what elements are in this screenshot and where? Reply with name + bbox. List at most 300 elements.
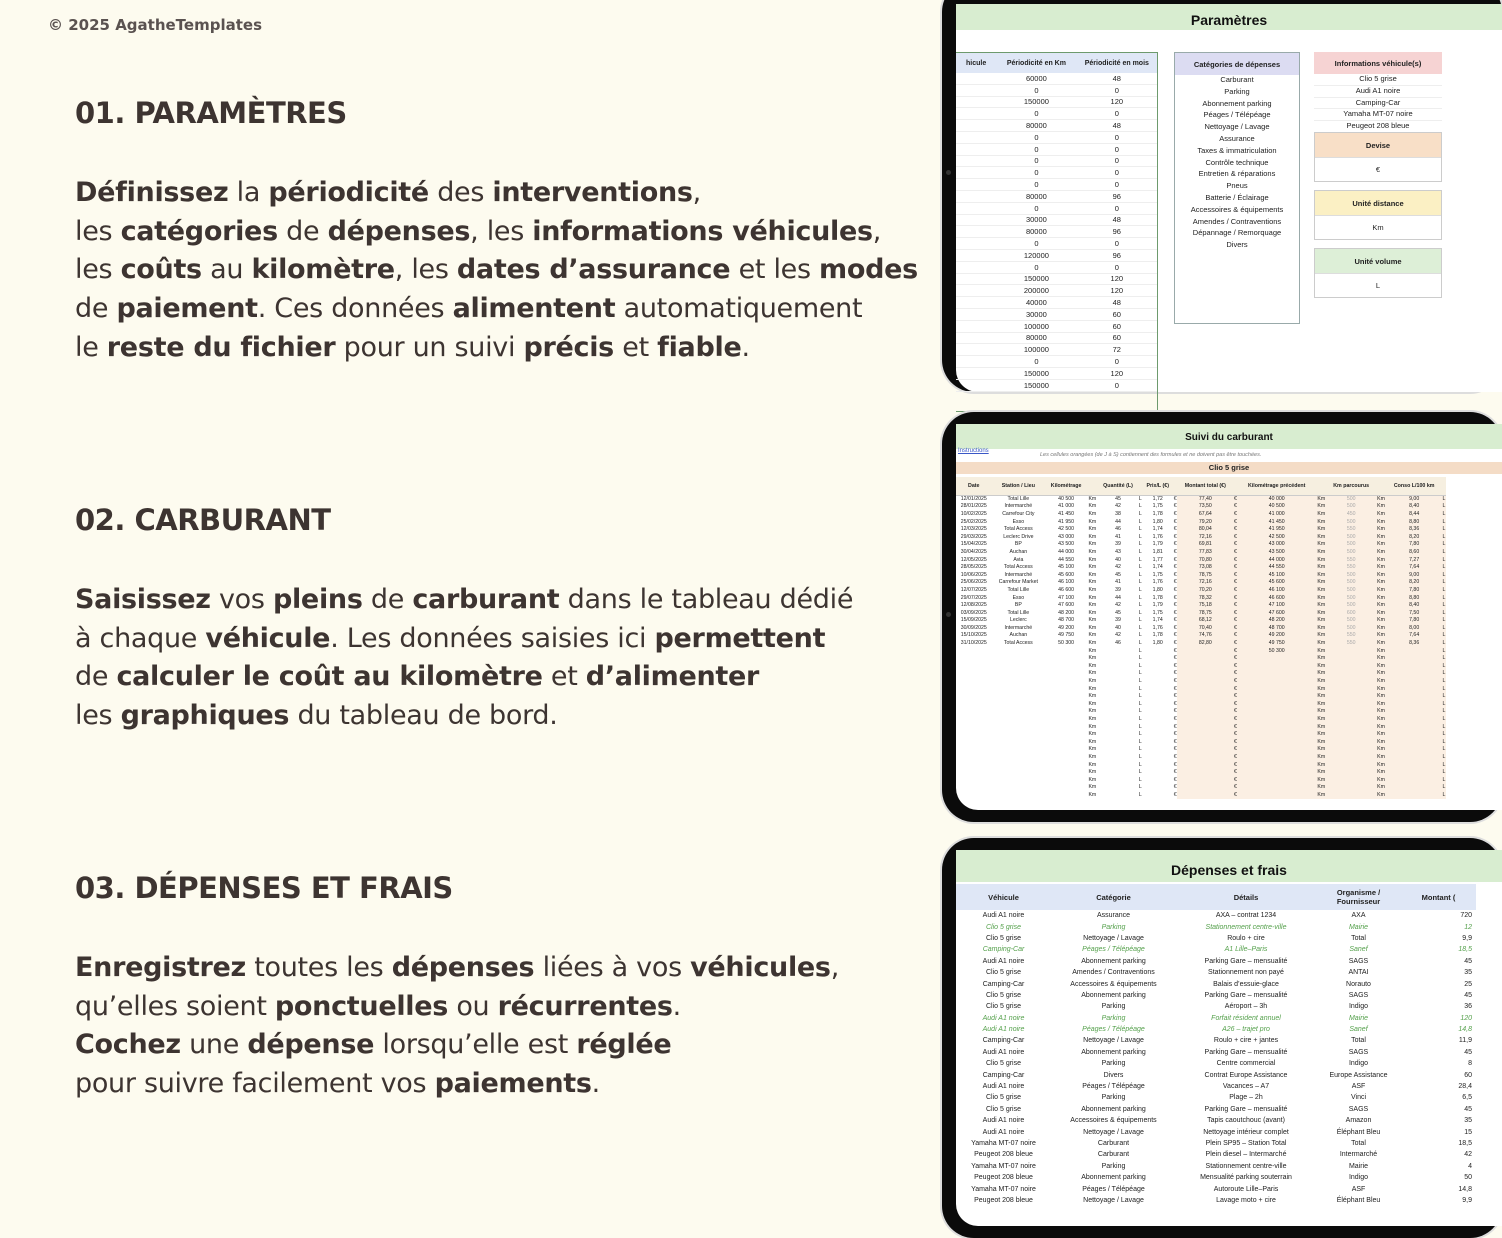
table-cell[interactable]: Km [1377, 579, 1385, 586]
devise-value[interactable]: € [1315, 157, 1441, 181]
category-cell[interactable]: Abonnement parking [1081, 991, 1146, 999]
table-cell[interactable]: € [1173, 700, 1177, 707]
table-cell[interactable] [1098, 784, 1139, 792]
table-cell[interactable] [1237, 677, 1316, 685]
table-cell[interactable]: Km [1377, 647, 1385, 654]
supplier-cell[interactable]: Total [1351, 934, 1366, 942]
table-cell[interactable]: € [1173, 647, 1177, 654]
table-cell[interactable]: L [1442, 761, 1446, 768]
table-cell[interactable]: 72,16 [1177, 533, 1233, 541]
km-cell[interactable]: 80000 [1025, 333, 1047, 343]
table-cell[interactable]: Km [1377, 594, 1385, 601]
details-cell[interactable]: Stationnement centre-ville [1205, 1162, 1287, 1170]
table-cell[interactable]: Km [1377, 526, 1385, 533]
table-cell[interactable]: 1,80 [1152, 518, 1163, 525]
table-cell[interactable]: 49 200 [1058, 624, 1075, 631]
table-cell[interactable]: L [1138, 564, 1142, 571]
table-cell[interactable] [1327, 738, 1376, 746]
table-cell[interactable]: € [1234, 541, 1237, 548]
amount-cell[interactable]: 35 [1464, 969, 1472, 977]
table-cell[interactable]: Km [1088, 624, 1097, 631]
table-cell[interactable] [1177, 776, 1233, 784]
vehicle-cell[interactable]: Camping-Car [982, 980, 1025, 988]
supplier-cell[interactable]: Sanef [1349, 1026, 1368, 1034]
column-header[interactable]: Détails [1176, 884, 1316, 910]
amount-cell[interactable]: 25 [1464, 980, 1472, 988]
column-header[interactable] [1316, 477, 1327, 495]
table-cell[interactable]: € [1173, 503, 1177, 510]
table-cell[interactable]: Km [1317, 518, 1326, 525]
table-cell[interactable]: 7,27 [1386, 556, 1442, 564]
month-cell[interactable]: 0 [1114, 180, 1119, 190]
vehicle-cell[interactable]: Camping-Car [982, 1071, 1025, 1079]
table-cell[interactable] [1045, 647, 1087, 655]
table-cell[interactable]: 8,44 [1386, 510, 1442, 518]
table-cell[interactable]: 10/02/2025 [960, 510, 987, 517]
table-cell[interactable] [1098, 715, 1139, 723]
vehicle-cell[interactable]: Peugeot 208 bleue [974, 1174, 1033, 1182]
category-cell[interactable]: Carburant [1097, 1140, 1130, 1147]
table-cell[interactable]: Km [1317, 548, 1326, 555]
table-cell[interactable]: 7,80 [1386, 541, 1442, 549]
table-cell[interactable]: 75,18 [1177, 601, 1233, 609]
table-cell[interactable]: 1,75 [1152, 571, 1163, 578]
table-cell[interactable]: L [1138, 533, 1142, 540]
km-cell[interactable]: 150000 [1023, 97, 1049, 107]
table-cell[interactable]: € [1173, 579, 1177, 586]
table-cell[interactable]: L [1442, 769, 1446, 776]
details-cell[interactable]: Parking Gare – mensualité [1204, 957, 1288, 965]
table-cell[interactable]: 500 [1327, 586, 1376, 594]
month-cell[interactable]: 48 [1112, 215, 1121, 225]
table-cell[interactable] [1177, 654, 1233, 662]
table-cell[interactable]: € [1234, 548, 1237, 555]
table-cell[interactable] [1177, 746, 1233, 754]
category-cell[interactable]: Abonnement parking [1081, 957, 1146, 965]
table-cell[interactable]: Km [1377, 776, 1385, 783]
table-cell[interactable]: Km [1088, 640, 1097, 647]
vehicle-cell[interactable]: Yamaha MT-07 noire [971, 1185, 1036, 1193]
table-cell[interactable] [1386, 654, 1442, 662]
table-cell[interactable]: L [1138, 784, 1142, 791]
table-cell[interactable]: L [1442, 784, 1446, 791]
table-cell[interactable] [992, 692, 1046, 700]
table-cell[interactable] [1098, 761, 1139, 769]
table-cell[interactable] [1386, 700, 1442, 708]
table-cell[interactable]: Km [1317, 609, 1326, 616]
table-cell[interactable]: 12/01/2025 [960, 496, 987, 503]
table-cell[interactable]: L [1138, 753, 1142, 760]
table-cell[interactable]: 45 [1115, 496, 1121, 503]
table-cell[interactable] [992, 768, 1046, 776]
table-cell[interactable]: L [1442, 640, 1446, 647]
table-cell[interactable]: 550 [1327, 632, 1376, 640]
table-cell[interactable]: Km [1088, 579, 1097, 586]
details-cell[interactable]: Tapis caoutchouc (avant) [1207, 1117, 1285, 1125]
table-cell[interactable]: 39 [1115, 541, 1121, 548]
table-cell[interactable]: 7,50 [1386, 609, 1442, 617]
volume-value[interactable]: L [1315, 273, 1441, 297]
details-cell[interactable]: A1 Lille–Paris [1224, 946, 1268, 954]
supplier-cell[interactable]: Éléphant Bleu [1336, 1196, 1381, 1204]
table-cell[interactable]: € [1173, 670, 1177, 677]
table-cell[interactable]: € [1173, 564, 1177, 571]
table-cell[interactable]: 1,78 [1152, 510, 1163, 517]
column-header[interactable]: Périodicité en Km [1006, 59, 1066, 67]
column-header[interactable]: Périodicité en mois [1084, 59, 1149, 67]
supplier-cell[interactable]: Europe Assistance [1329, 1071, 1388, 1079]
table-cell[interactable] [1177, 700, 1233, 708]
table-cell[interactable] [1386, 791, 1442, 799]
table-cell[interactable]: L [1138, 586, 1142, 593]
table-cell[interactable]: Km [1088, 776, 1097, 783]
supplier-cell[interactable]: ASF [1351, 1185, 1366, 1193]
table-cell[interactable]: Km [1317, 670, 1326, 677]
table-cell[interactable]: L [1138, 708, 1142, 715]
table-cell[interactable]: € [1234, 700, 1237, 707]
table-cell[interactable]: € [1234, 510, 1237, 517]
table-cell[interactable]: 46 100 [1237, 586, 1316, 594]
table-cell[interactable]: Km [1088, 632, 1097, 639]
table-cell[interactable]: Total Lille [1007, 496, 1030, 503]
table-cell[interactable]: Km [1088, 716, 1097, 723]
table-cell[interactable]: € [1234, 761, 1237, 768]
table-cell[interactable]: 9,00 [1386, 571, 1442, 579]
table-cell[interactable] [1142, 746, 1173, 754]
table-cell[interactable]: 500 [1327, 533, 1376, 541]
table-cell[interactable]: € [1234, 655, 1237, 662]
table-cell[interactable]: Km [1088, 564, 1097, 571]
table-cell[interactable]: L [1442, 746, 1446, 753]
table-cell[interactable]: L [1442, 738, 1446, 745]
table-cell[interactable]: L [1138, 640, 1142, 647]
month-cell[interactable]: 120 [1110, 368, 1124, 378]
details-cell[interactable]: Contrat Europe Assistance [1204, 1071, 1288, 1079]
table-cell[interactable] [1098, 670, 1139, 678]
table-cell[interactable]: Km [1088, 670, 1097, 677]
table-cell[interactable] [1045, 784, 1087, 792]
table-cell[interactable]: 1,76 [1152, 579, 1163, 586]
table-cell[interactable]: Intermarché [1004, 624, 1033, 631]
table-cell[interactable]: 41 450 [1237, 518, 1316, 526]
km-cell[interactable]: 30000 [1025, 215, 1047, 225]
table-cell[interactable]: L [1442, 700, 1446, 707]
table-cell[interactable] [956, 776, 992, 784]
table-cell[interactable]: 500 [1327, 601, 1376, 609]
table-cell[interactable]: 29/03/2025 [960, 533, 987, 540]
table-cell[interactable]: 42 [1115, 503, 1121, 510]
table-cell[interactable]: 550 [1327, 563, 1376, 571]
table-cell[interactable] [1177, 670, 1233, 678]
table-cell[interactable]: 70,40 [1177, 624, 1233, 632]
table-cell[interactable]: € [1173, 541, 1177, 548]
table-cell[interactable] [1327, 715, 1376, 723]
amount-cell[interactable]: 28,4 [1458, 1083, 1472, 1091]
details-cell[interactable]: Nettoyage intérieur complet [1203, 1128, 1289, 1136]
km-cell[interactable]: 80000 [1025, 227, 1047, 237]
amount-cell[interactable]: 720 [1460, 912, 1472, 920]
table-cell[interactable]: L [1138, 700, 1142, 707]
table-cell[interactable]: 77,40 [1177, 495, 1233, 503]
month-cell[interactable]: 0 [1114, 156, 1119, 166]
table-cell[interactable]: € [1234, 564, 1237, 571]
month-cell[interactable]: 120 [1110, 97, 1124, 107]
table-cell[interactable]: L [1138, 670, 1142, 677]
table-cell[interactable]: Km [1088, 556, 1097, 563]
table-cell[interactable]: Km [1317, 526, 1326, 533]
table-cell[interactable] [1142, 784, 1173, 792]
table-cell[interactable] [1237, 776, 1316, 784]
table-cell[interactable]: Km [1377, 617, 1385, 624]
category-item[interactable]: Entretien & réparations [1198, 169, 1276, 179]
vehicle-cell[interactable]: Clio 5 grise [985, 1105, 1021, 1113]
table-cell[interactable]: € [1234, 503, 1237, 510]
table-cell[interactable]: 70,80 [1177, 556, 1233, 564]
table-cell[interactable] [956, 768, 992, 776]
table-cell[interactable]: 10/06/2025 [960, 571, 987, 578]
table-cell[interactable] [1045, 723, 1087, 731]
table-cell[interactable] [1142, 738, 1173, 746]
table-cell[interactable]: 43 [1115, 548, 1121, 555]
table-cell[interactable]: 1,75 [1152, 609, 1163, 616]
table-cell[interactable]: € [1173, 602, 1177, 609]
table-cell[interactable] [1386, 768, 1442, 776]
table-cell[interactable] [1386, 692, 1442, 700]
table-cell[interactable]: € [1173, 617, 1177, 624]
month-cell[interactable]: 0 [1114, 132, 1119, 142]
table-cell[interactable]: € [1173, 655, 1177, 662]
table-cell[interactable]: L [1442, 670, 1446, 677]
details-cell[interactable]: Roulo + cire [1227, 934, 1265, 942]
table-cell[interactable]: Km [1377, 503, 1385, 510]
table-cell[interactable]: 41 [1115, 579, 1121, 586]
table-cell[interactable]: 41 950 [1058, 518, 1075, 525]
table-cell[interactable]: 45 100 [1058, 564, 1075, 571]
table-cell[interactable]: Km [1317, 496, 1326, 503]
table-cell[interactable] [1045, 685, 1087, 693]
table-cell[interactable]: 44 550 [1237, 563, 1316, 571]
table-cell[interactable]: 600 [1327, 609, 1376, 617]
table-cell[interactable]: 29/07/2025 [960, 594, 987, 601]
table-cell[interactable]: 1,74 [1152, 617, 1163, 624]
category-cell[interactable]: Parking [1101, 1162, 1126, 1170]
table-cell[interactable] [1237, 753, 1316, 761]
table-cell[interactable] [1177, 715, 1233, 723]
table-cell[interactable] [1327, 768, 1376, 776]
vehicle-cell[interactable]: Audi A1 noire [982, 1026, 1025, 1034]
amount-cell[interactable]: 60 [1464, 1071, 1472, 1079]
table-cell[interactable]: Km [1088, 541, 1097, 548]
table-cell[interactable]: Km [1088, 678, 1097, 685]
table-cell[interactable]: 44 [1115, 518, 1121, 525]
table-cell[interactable]: L [1138, 624, 1142, 631]
table-cell[interactable]: € [1234, 579, 1237, 586]
details-cell[interactable]: Parking Gare – mensualité [1204, 991, 1288, 999]
month-cell[interactable]: 60 [1112, 309, 1121, 319]
vehicle-item[interactable]: Peugeot 208 bleue [1314, 121, 1442, 133]
table-cell[interactable] [1045, 715, 1087, 723]
table-cell[interactable]: Km [1377, 791, 1385, 798]
table-cell[interactable]: Carrefour City [1002, 510, 1035, 517]
table-cell[interactable]: Km [1088, 723, 1097, 730]
table-cell[interactable]: Esso [1012, 518, 1025, 525]
table-cell[interactable]: 8,36 [1386, 525, 1442, 533]
table-cell[interactable]: Km [1088, 586, 1097, 593]
table-cell[interactable]: 72,16 [1177, 579, 1233, 587]
table-cell[interactable]: L [1138, 602, 1142, 609]
table-cell[interactable]: BP [1014, 602, 1022, 609]
table-cell[interactable]: Km [1377, 609, 1385, 616]
table-cell[interactable]: L [1138, 526, 1142, 533]
table-cell[interactable] [1177, 685, 1233, 693]
vehicle-cell[interactable]: Clio 5 grise [985, 934, 1021, 942]
table-cell[interactable]: L [1138, 776, 1142, 783]
table-cell[interactable] [1177, 730, 1233, 738]
table-cell[interactable]: € [1173, 624, 1177, 631]
table-cell[interactable] [1327, 670, 1376, 678]
table-cell[interactable]: 44 000 [1058, 548, 1075, 555]
table-cell[interactable]: € [1173, 586, 1177, 593]
table-cell[interactable]: 8,36 [1386, 639, 1442, 647]
supplier-cell[interactable]: Norauto [1346, 980, 1371, 988]
month-cell[interactable]: 0 [1114, 168, 1119, 178]
table-cell[interactable] [956, 746, 992, 754]
table-cell[interactable]: € [1234, 617, 1237, 624]
month-cell[interactable]: 96 [1112, 227, 1121, 237]
table-cell[interactable]: 46 [1115, 640, 1121, 647]
details-cell[interactable]: Parking Gare – mensualité [1204, 1105, 1288, 1113]
table-cell[interactable]: € [1234, 678, 1237, 685]
table-cell[interactable]: 43 000 [1237, 541, 1316, 549]
table-cell[interactable]: € [1234, 647, 1237, 654]
table-cell[interactable]: L [1442, 693, 1446, 700]
table-cell[interactable]: L [1442, 655, 1446, 662]
table-cell[interactable]: € [1234, 632, 1237, 639]
category-cell[interactable]: Accessoires & équipements [1070, 1117, 1157, 1125]
month-cell[interactable]: 0 [1114, 85, 1119, 95]
table-cell[interactable]: 43 500 [1237, 548, 1316, 556]
column-header[interactable]: Station / Lieu [992, 477, 1046, 495]
table-cell[interactable]: L [1138, 594, 1142, 601]
table-cell[interactable]: Km [1377, 556, 1385, 563]
supplier-cell[interactable]: Vinci [1350, 1094, 1367, 1102]
table-cell[interactable]: Km [1377, 571, 1385, 578]
table-cell[interactable]: € [1173, 769, 1177, 776]
month-cell[interactable]: 96 [1112, 191, 1121, 201]
table-cell[interactable] [956, 738, 992, 746]
table-cell[interactable]: 47 600 [1237, 609, 1316, 617]
table-cell[interactable] [1237, 670, 1316, 678]
table-cell[interactable] [992, 738, 1046, 746]
category-cell[interactable]: Assurance [1096, 912, 1131, 920]
category-item[interactable]: Pneus [1226, 181, 1248, 191]
table-cell[interactable]: Km [1377, 533, 1385, 540]
table-cell[interactable] [1327, 791, 1376, 799]
table-cell[interactable]: € [1173, 496, 1177, 503]
details-cell[interactable]: Lavage moto + cire [1216, 1196, 1276, 1204]
table-cell[interactable] [1237, 715, 1316, 723]
table-cell[interactable]: 30/09/2025 [960, 624, 987, 631]
table-cell[interactable]: 12/07/2025 [960, 586, 987, 593]
table-cell[interactable] [956, 647, 992, 655]
table-cell[interactable] [1386, 670, 1442, 678]
table-cell[interactable]: Km [1088, 526, 1097, 533]
table-cell[interactable]: 42 500 [1058, 526, 1075, 533]
table-cell[interactable] [1237, 784, 1316, 792]
table-cell[interactable] [1327, 692, 1376, 700]
category-item[interactable]: Amendes / Contraventions [1192, 216, 1282, 226]
details-cell[interactable]: Plage – 2h [1229, 1094, 1263, 1102]
table-cell[interactable] [1045, 738, 1087, 746]
table-cell[interactable] [1098, 700, 1139, 708]
table-cell[interactable]: Km [1317, 731, 1326, 738]
table-cell[interactable]: 500 [1327, 503, 1376, 511]
table-cell[interactable] [1045, 768, 1087, 776]
column-header[interactable]: Kilométrage [1045, 477, 1087, 495]
table-cell[interactable]: Km [1317, 738, 1326, 745]
vehicle-cell[interactable]: Yamaha MT-07 noire [971, 1140, 1036, 1147]
table-cell[interactable] [1098, 776, 1139, 784]
column-header[interactable]: Montant total (€) [1177, 477, 1233, 495]
table-cell[interactable]: 44 550 [1058, 556, 1075, 563]
table-cell[interactable]: L [1442, 632, 1446, 639]
table-cell[interactable] [1327, 700, 1376, 708]
table-cell[interactable]: 67,64 [1177, 510, 1233, 518]
table-cell[interactable]: L [1442, 662, 1446, 669]
table-cell[interactable]: Km [1088, 571, 1097, 578]
table-cell[interactable]: Km [1377, 655, 1385, 662]
table-cell[interactable]: Km [1377, 510, 1385, 517]
table-cell[interactable]: L [1442, 586, 1446, 593]
table-cell[interactable]: 8,40 [1386, 601, 1442, 609]
table-cell[interactable] [1386, 685, 1442, 693]
amount-cell[interactable]: 18,5 [1458, 946, 1472, 954]
table-cell[interactable] [1142, 761, 1173, 769]
km-cell[interactable]: 120000 [1023, 250, 1049, 260]
table-cell[interactable]: Km [1088, 518, 1097, 525]
supplier-cell[interactable]: ANTAI [1348, 969, 1369, 977]
table-cell[interactable]: Km [1377, 640, 1385, 647]
table-cell[interactable]: L [1138, 769, 1142, 776]
table-cell[interactable]: Km [1317, 503, 1326, 510]
table-cell[interactable]: 8,60 [1386, 548, 1442, 556]
table-cell[interactable]: € [1234, 518, 1237, 525]
table-cell[interactable] [1177, 768, 1233, 776]
table-cell[interactable]: L [1442, 579, 1446, 586]
table-cell[interactable] [956, 784, 992, 792]
table-cell[interactable] [1142, 753, 1173, 761]
details-cell[interactable]: Roulo + cire + jantes [1213, 1037, 1279, 1045]
table-cell[interactable] [992, 715, 1046, 723]
category-cell[interactable]: Nettoyage / Lavage [1083, 1037, 1144, 1045]
category-cell[interactable]: Parking [1101, 1003, 1126, 1011]
table-cell[interactable] [1386, 784, 1442, 792]
table-cell[interactable]: Leclerc [1009, 617, 1027, 624]
table-cell[interactable] [1142, 715, 1173, 723]
amount-cell[interactable]: 18,5 [1458, 1140, 1472, 1147]
table-cell[interactable] [992, 700, 1046, 708]
category-cell[interactable]: Péages / Télépéage [1082, 1083, 1145, 1091]
table-cell[interactable]: 500 [1327, 617, 1376, 625]
table-cell[interactable] [992, 761, 1046, 769]
table-cell[interactable]: L [1442, 685, 1446, 692]
table-cell[interactable]: 46 600 [1237, 594, 1316, 602]
table-cell[interactable] [956, 685, 992, 693]
table-cell[interactable]: 78,75 [1177, 571, 1233, 579]
vehicle-cell[interactable]: Audi A1 noire [982, 1014, 1025, 1022]
table-cell[interactable]: Km [1317, 571, 1326, 578]
table-cell[interactable]: Km [1377, 564, 1385, 571]
